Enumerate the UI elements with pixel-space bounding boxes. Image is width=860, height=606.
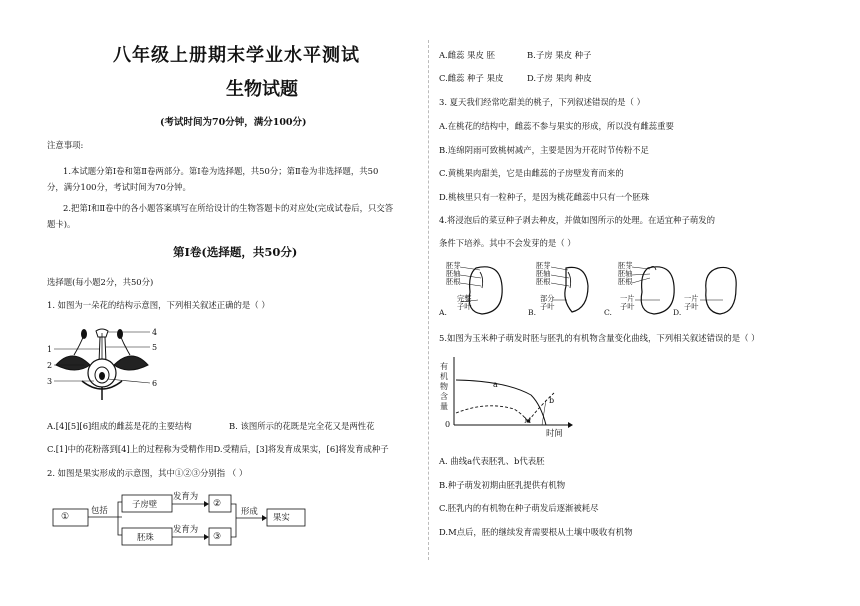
question-4-line-2: 条件下培养。其中不会发芽的是（ ）: [439, 238, 576, 248]
chart-ylabel-1: 有: [440, 362, 448, 371]
seed-a-extra-2: 子叶: [457, 302, 472, 311]
exam-title: 八年级上册期末学业水平测试: [113, 45, 360, 66]
section-title: 第Ⅰ卷(选择题，共50分): [173, 245, 298, 259]
flower-label-1: 1: [47, 345, 53, 354]
chart-origin: 0: [445, 420, 451, 429]
diagram-box-3: ③: [213, 532, 222, 542]
diagram-fruit: 果实: [273, 512, 290, 522]
chart-curve-b-label: b: [549, 396, 555, 405]
diagram-develop-1: 发育为: [173, 491, 199, 501]
question-2: 2. 如图是果实形成的示意图，其中①②③分别指 （ ）: [47, 468, 248, 478]
note1-line1: 1.本试题分第Ⅰ卷和第Ⅱ卷两部分。第Ⅰ卷为选择题，共50分；第Ⅱ卷为非选择题，共50: [63, 166, 379, 176]
bean-seed-diagrams: [438, 260, 738, 320]
seed-b-radicle: 胚根: [536, 277, 551, 286]
notes-heading: 注意事项:: [47, 140, 84, 150]
seed-c-extra-1: 一片: [620, 294, 635, 303]
chart-xlabel: 时间: [546, 428, 563, 438]
seed-c-radicle: 胚根: [618, 277, 633, 286]
diagram-form: 形成: [241, 506, 258, 516]
seed-c-plumule: 胚芽: [618, 261, 633, 270]
q2-option-a: A.雌蕊 果皮 胚: [439, 50, 495, 60]
seed-d-letter: D.: [673, 308, 682, 317]
seed-b-plumule: 胚芽: [536, 261, 551, 270]
q3-option-a: A.在桃花的结构中，雌蕊不参与果实的形成，所以没有雌蕊重要: [439, 121, 674, 131]
q2-option-b: B.子房 果皮 种子: [527, 50, 592, 60]
q5-option-c: C.胚乳内的有机物在种子萌发后逐渐被耗尽: [439, 503, 599, 513]
exam-subtitle: 生物试题: [226, 79, 298, 100]
chart-curve-a-label: a: [493, 380, 498, 389]
chart-ylabel-5: 量: [440, 402, 448, 411]
question-5: 5.如图为玉米种子萌发时胚与胚乳的有机物含量变化曲线，下列相关叙述错误的是（ ）: [439, 333, 760, 343]
flower-label-2: 2: [47, 361, 53, 370]
flower-label-6: 6: [152, 379, 158, 388]
seed-a-letter: A.: [439, 308, 447, 317]
chart-ylabel-3: 物: [440, 382, 448, 391]
note1-line2: 分，满分100分，考试时间为70分钟。: [47, 182, 191, 192]
q3-option-b: B.连绵阴雨可致桃树减产，主要是因为开花时节传粉不足: [439, 145, 649, 155]
flower-label-5: 5: [152, 343, 158, 352]
exam-info: (考试时间为70分钟，满分100分): [160, 117, 307, 128]
diagram-box-2: ②: [213, 499, 222, 509]
question-1: 1. 如图为一朵花的结构示意图，下列相关叙述正确的是（ ）: [47, 300, 270, 310]
flower-diagram: [44, 325, 164, 400]
diagram-ovary-wall: 子房壁: [132, 499, 158, 509]
q1-option-a: A.[4][5][6]组成的雌蕊是花的主要结构: [47, 421, 192, 431]
flower-label-3: 3: [47, 377, 53, 386]
note2-line2: 题卡)。: [47, 219, 76, 229]
q5-option-b: B.种子萌发初期由胚乳提供有机物: [439, 480, 566, 490]
seed-b-extra-1: 部分: [540, 294, 555, 303]
chart-ylabel-4: 含: [440, 392, 448, 401]
seed-d-extra-2: 子叶: [684, 302, 699, 311]
seed-b-extra-2: 子叶: [540, 302, 555, 311]
q1-option-cd: C.[1]中的花粉落到[4]上的过程称为受精作用D.受精后，[3]将发育成果实，[6]将发育成种子: [47, 444, 389, 454]
seed-a-plumule: 胚芽: [446, 261, 461, 270]
note2-line1: 2.把第Ⅰ和Ⅱ卷中的各小题答案填写在所给设计的生物答题卡的对应处(完成试卷后，只交答: [63, 203, 394, 213]
seed-c-hypocotyl: 胚轴: [618, 269, 633, 278]
diagram-box-1: ①: [61, 512, 70, 522]
chart-ylabel-2: 机: [440, 372, 448, 381]
diagram-develop-2: 发育为: [173, 524, 199, 534]
seed-a-hypocotyl: 胚轴: [446, 269, 461, 278]
q1-option-b: B. 该图所示的花既是完全花又是两性花: [229, 421, 375, 431]
diagram-ovule: 胚珠: [137, 532, 154, 542]
seed-c-letter: C.: [604, 308, 612, 317]
q5-option-a: A. 曲线a代表胚乳、b代表胚: [439, 456, 545, 466]
q2-option-c: C.雌蕊 种子 果皮: [439, 73, 504, 83]
question-3: 3. 夏天我们经常吃甜美的桃子，下列叙述错误的是（ ）: [439, 97, 645, 107]
seed-a-radicle: 胚根: [446, 277, 461, 286]
q3-option-d: D.桃核里只有一粒种子，是因为桃花雌蕊中只有一个胚珠: [439, 192, 650, 202]
diagram-include: 包括: [91, 505, 108, 515]
flower-label-4: 4: [152, 328, 158, 337]
seed-d-extra-1: 一片: [684, 294, 699, 303]
seed-b-letter: B.: [528, 308, 536, 317]
q5-option-d: D.M点后，胚的继续发育需要根从土壤中吸收有机物: [439, 527, 633, 537]
question-4-line-1: 4.将浸泡后的菜豆种子剥去种皮，并做如图所示的处理。在适宜种子萌发的: [439, 215, 715, 225]
q2-option-d: D.子房 果肉 种皮: [527, 73, 592, 83]
seed-a-extra-1: 完整: [457, 294, 472, 303]
seed-b-hypocotyl: 胚轴: [536, 269, 551, 278]
column-divider: [428, 40, 429, 560]
q3-option-c: C.黄桃果肉甜美，它是由雌蕊的子房壁发育而来的: [439, 168, 624, 178]
choice-intro: 选择题(每小题2分，共50分): [47, 277, 154, 287]
seed-c-extra-2: 子叶: [620, 302, 635, 311]
chart-point-m: M: [524, 417, 532, 425]
